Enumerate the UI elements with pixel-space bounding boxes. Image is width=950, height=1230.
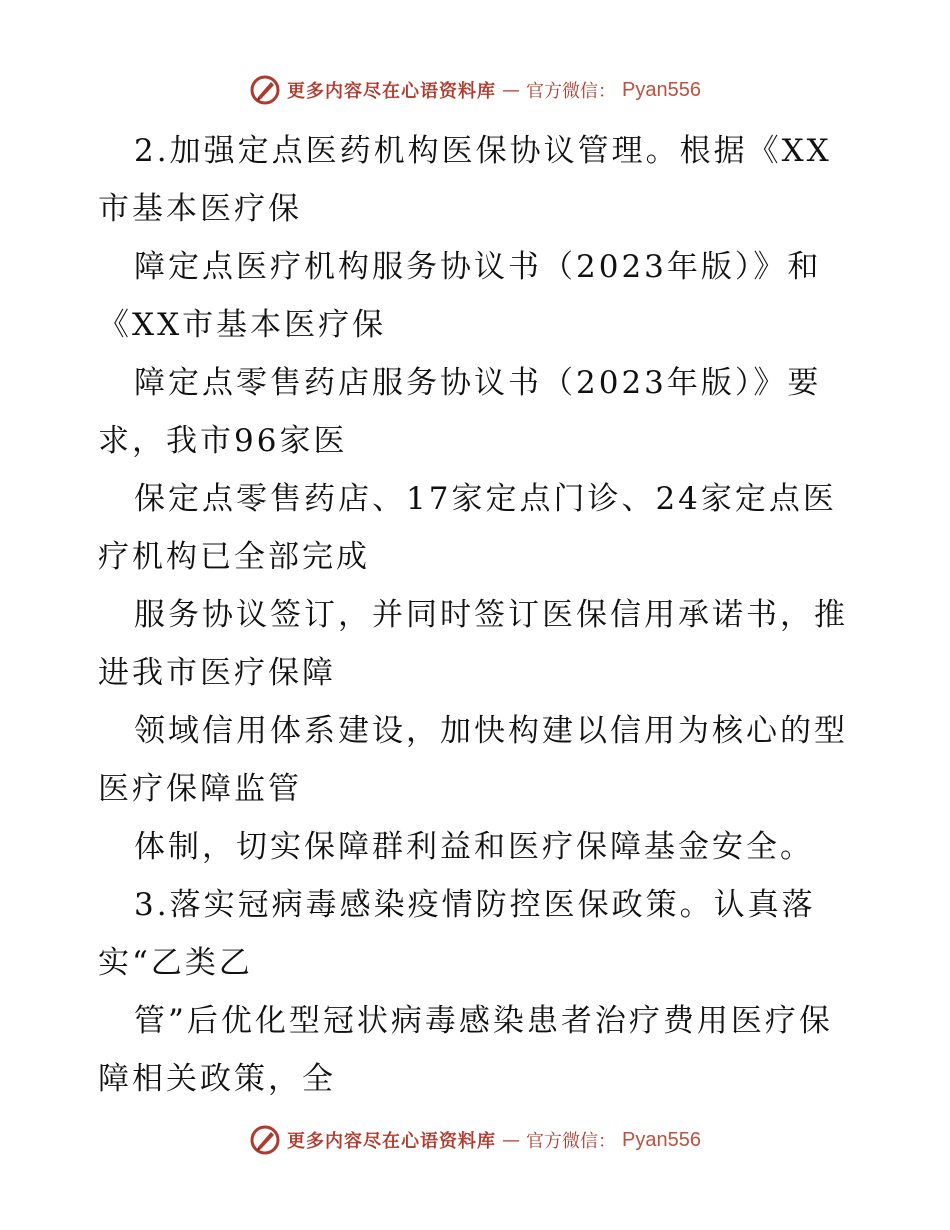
body-line: 保定点零售药店、17家定点门诊、24家定点医 [134, 481, 837, 517]
footer-separator: — [502, 1129, 521, 1151]
header-wechat-id: Pyan556 [622, 78, 701, 101]
quill-logo-icon [249, 74, 281, 106]
body-line: 求，我市96家医 [98, 423, 348, 459]
document-body [98, 122, 858, 1108]
body-line: 《XX市基本医疗保 [98, 307, 387, 343]
body-line: 障定点零售药店服务协议书（2023年版）》要 [134, 365, 822, 401]
footer-wechat-label: 官方微信： [526, 1131, 617, 1152]
body-line: 领域信用体系建设，加快构建以信用为核心的型 [134, 713, 848, 749]
page-footer-watermark [0, 1120, 950, 1160]
body-line: 服务协议签订，并同时签订医保信用承诺书，推 [134, 597, 848, 633]
footer-brand-text: 更多内容尽在心语资料库 [287, 1131, 497, 1152]
body-line: 进我市医疗保障 [98, 655, 336, 691]
body-line: 管”后优化型冠状病毒感染患者治疗费用医疗保 [134, 1003, 833, 1039]
footer-wechat-id: Pyan556 [622, 1128, 701, 1151]
body-line: 医疗保障监管 [98, 771, 302, 807]
body-line: 市基本医疗保 [98, 191, 302, 227]
body-line: 3.落实冠病毒感染疫情防控医保政策。认真落 [134, 887, 816, 923]
header-brand-text: 更多内容尽在心语资料库 [287, 81, 497, 102]
body-line: 疗机构已全部完成 [98, 539, 370, 575]
header-separator: — [502, 79, 521, 101]
quill-logo-icon [249, 1124, 281, 1156]
body-line: 体制，切实保障群利益和医疗保障基金安全。 [134, 829, 814, 865]
page-header-watermark [0, 70, 950, 110]
body-line: 障定点医疗机构服务协议书（2023年版）》和 [134, 249, 822, 285]
header-wechat-label: 官方微信： [526, 81, 617, 102]
body-line: 2.加强定点医药机构医保协议管理。根据《XX [134, 133, 832, 169]
body-line: 实“乙类乙 [98, 945, 253, 981]
body-line: 障相关政策，全 [98, 1061, 336, 1097]
